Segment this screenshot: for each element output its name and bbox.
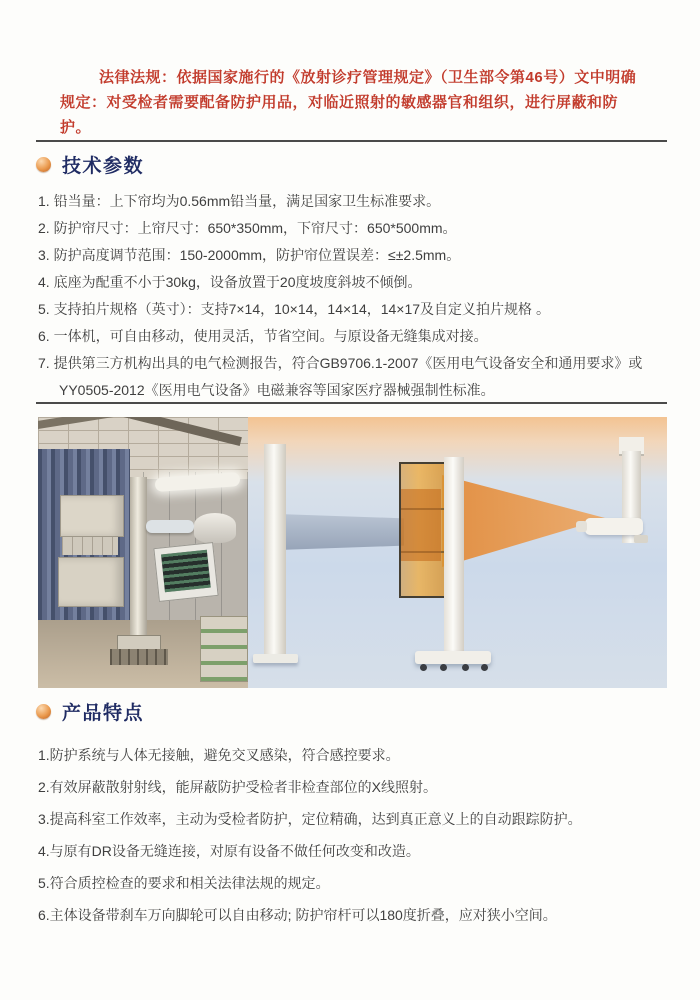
legal-notice-text: 法律法规：依据国家施行的《放射诊疗管理规定》（卫生部令第46号）文中明确规定：对受检者需要配备防护用品，对临近照射的敏感器官和组织，进行屏蔽和防护。 — [60, 69, 637, 136]
tech-spec-item: 5. 支持拍片规格（英寸）：支持7×14，10×14，14×14，14×17及自定义拍片规格 。 — [38, 301, 550, 317]
render-caster-wheel — [420, 664, 427, 671]
orange-sphere-bullet-icon — [36, 704, 51, 719]
photo-side-equipment — [200, 616, 248, 682]
photo-monitor-screen — [161, 550, 211, 593]
product-figure — [38, 417, 667, 688]
section-divider-top — [36, 140, 667, 142]
render-beam-on-curtain — [401, 489, 441, 561]
tech-spec-item: 4. 底座为配重不小于30kg，设备放置于20度坡度斜坡不倾倒。 — [38, 274, 422, 290]
tech-spec-item: 1. 铅当量：上下帘均为0.56mm铅当量，满足国家卫生标准要求。 — [38, 193, 441, 209]
features-section-header — [36, 698, 144, 725]
tech-spec-item: 3. 防护高度调节范围：150-2000mm，防护帘位置误差：≤±2.5mm。 — [38, 247, 461, 263]
tech-spec-list — [38, 188, 670, 404]
render-left-stand-base — [253, 654, 298, 663]
photo-monitor — [153, 542, 218, 602]
tech-spec-item: 6. 一体机，可自由移动，使用灵活，节省空间。与原设备无缝集成对接。 — [38, 328, 488, 344]
render-caster-wheel — [462, 664, 469, 671]
photo-support-arm — [146, 520, 194, 533]
render-tube-tip — [634, 535, 648, 543]
photo-wall-cabinet — [62, 537, 118, 555]
tech-spec-item: 7. 提供第三方机构出具的电气检测报告，符合GB9706.1-2007《医用电气设备安全和通用要求》或YY0505-2012《医用电气设备》电磁兼容等国家医疗器械强制性标准。 — [38, 355, 643, 398]
feature-item: 1.防护系统与人体无接触，避免交叉感染，符合感控要求。 — [38, 747, 400, 763]
render-caster-wheel — [440, 664, 447, 671]
render-left-stand-column — [264, 444, 286, 656]
tech-section-header — [36, 151, 144, 178]
feature-item: 5.符合质控检查的要求和相关法律法规的规定。 — [38, 875, 330, 891]
tech-section-title: 技术参数 — [62, 156, 145, 177]
photo-wall-cabinet — [58, 557, 124, 607]
render-tube-knob — [576, 521, 587, 532]
photo-device-column — [130, 477, 147, 639]
feature-item: 3.提高科室工作效率，主动为受检者防护，定位精确，达到真正意义上的自动跟踪防护。 — [38, 811, 582, 827]
render-curtain-stand-column — [444, 457, 464, 653]
feature-item: 2.有效屏蔽散射射线，能屏蔽防护受检者非检查部位的X线照射。 — [38, 779, 438, 795]
render-horizontal-beam — [278, 514, 404, 550]
section-divider-middle — [36, 402, 667, 404]
photo-collimator — [194, 513, 236, 543]
feature-item: 6.主体设备带刹车万向脚轮可以自由移动; 防护帘杆可以180度折叠，应对狭小空间。 — [38, 907, 557, 923]
photo-wall-cabinet — [60, 495, 124, 537]
features-section-title: 产品特点 — [62, 703, 145, 724]
protection-system-render — [248, 417, 667, 688]
photo-device-base — [117, 635, 161, 650]
render-caster-wheel — [481, 664, 488, 671]
xray-room-photo — [38, 417, 248, 688]
render-curtain-stand-base — [415, 651, 491, 664]
render-xray-tube-head — [585, 518, 643, 535]
feature-item: 4.与原有DR设备无缝连接，对原有设备不做任何改变和改造。 — [38, 843, 420, 859]
orange-sphere-bullet-icon — [36, 157, 51, 172]
tech-spec-item: 2. 防护帘尺寸：上帘尺寸：650*350mm，下帘尺寸：650*500mm。 — [38, 220, 457, 236]
feature-list — [38, 739, 682, 931]
photo-device-pallet — [110, 649, 168, 665]
